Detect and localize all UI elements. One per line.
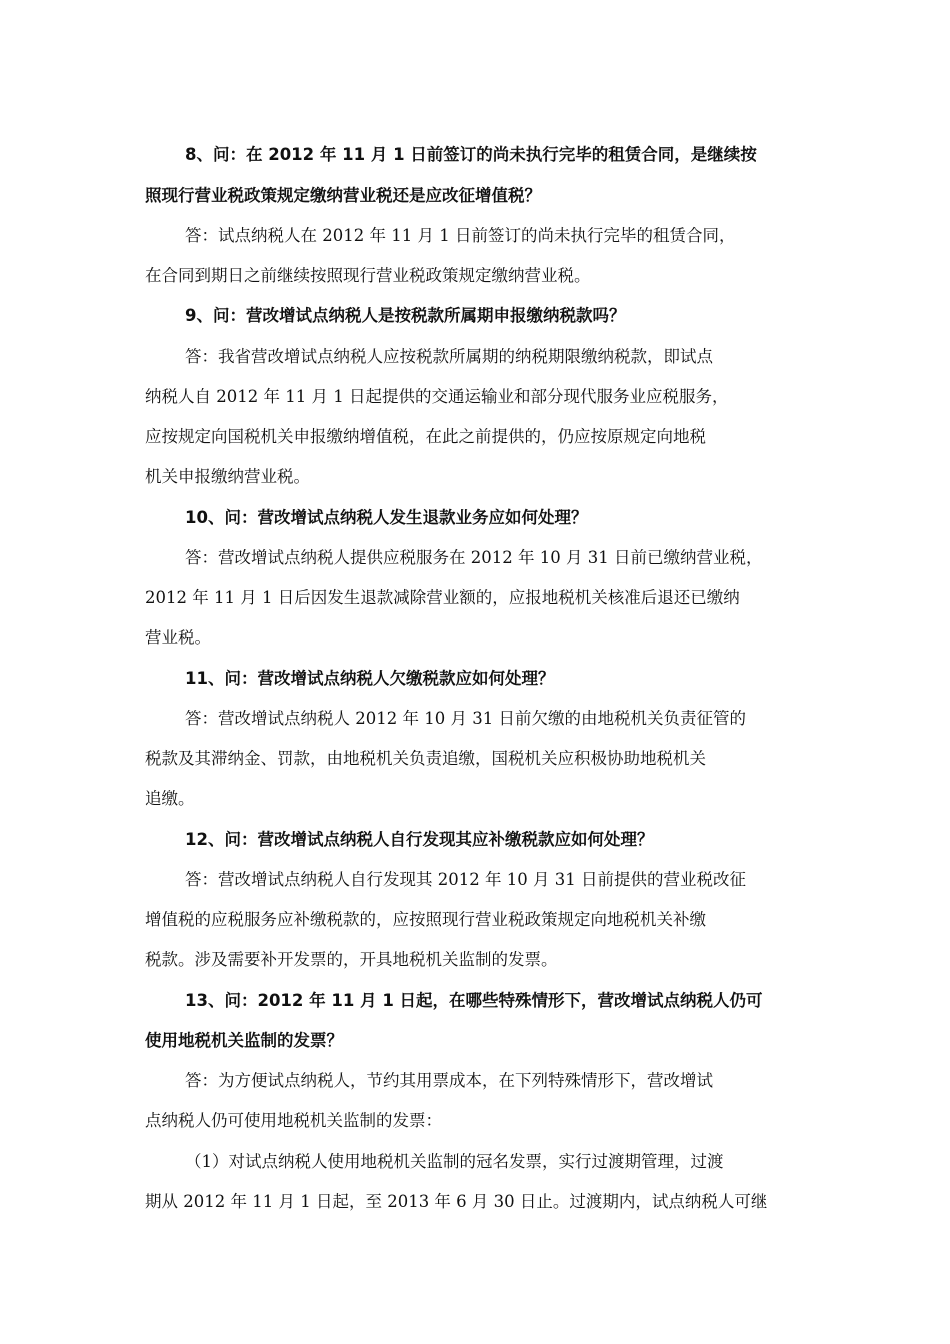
question-8-line-2: 照现行营业税政策规定缴纳营业税还是应改征增值税？ [145, 186, 541, 205]
answer-9-line-2: 纳税人自 2012 年 11 月 1 日起提供的交通运输业和部分现代服务业应税服务， [145, 387, 729, 406]
answer-12-line-2: 增值税的应税服务应补缴税款的，应按照现行营业税政策规定向地税机关补缴 [145, 910, 706, 929]
question-12: 12、问：营改增试点纳税人自行发现其应补缴税款应如何处理？ [185, 830, 654, 849]
answer-9-line-4: 机关申报缴纳营业税。 [145, 467, 310, 486]
answer-13-item-1-line-2: 期从 2012 年 11 月 1 日起，至 2013 年 6 月 30 日止。过渡期内，试点纳税人可继 [145, 1192, 768, 1211]
answer-10-line-2: 2012 年 11 月 1 日后因发生退款减除营业额的，应报地税机关核准后退还已缴纳 [145, 588, 740, 607]
answer-11-line-2: 税款及其滞纳金、罚款，由地税机关负责追缴，国税机关应积极协助地税机关 [145, 749, 706, 768]
question-9: 9、问：营改增试点纳税人是按税款所属期申报缴纳税款吗？ [185, 306, 626, 325]
answer-11-line-1: 答：营改增试点纳税人 2012 年 10 月 31 日前欠缴的由地税机关负责征管的 [185, 709, 746, 728]
answer-9-line-1: 答：我省营改增试点纳税人应按税款所属期的纳税期限缴纳税款，即试点 [185, 347, 713, 366]
question-13-line-2: 使用地税机关监制的发票？ [145, 1031, 343, 1050]
answer-8-line-2: 在合同到期日之前继续按照现行营业税政策规定缴纳营业税。 [145, 266, 591, 285]
answer-9-line-3: 应按规定向国税机关申报缴纳增值税，在此之前提供的，仍应按原规定向地税 [145, 427, 706, 446]
answer-12-line-1: 答：营改增试点纳税人自行发现其 2012 年 10 月 31 日前提供的营业税改征 [185, 870, 746, 889]
answer-11-line-3: 追缴。 [145, 789, 195, 808]
answer-10-line-1: 答：营改增试点纳税人提供应税服务在 2012 年 10 月 31 日前已缴纳营业税， [185, 548, 763, 567]
answer-13-line-1: 答：为方便试点纳税人，节约其用票成本，在下列特殊情形下，营改增试 [185, 1071, 713, 1090]
question-13-line-1: 13、问：2012 年 11 月 1 日起，在哪些特殊情形下，营改增试点纳税人仍可 [185, 991, 763, 1010]
answer-13-line-2: 点纳税人仍可使用地税机关监制的发票： [145, 1111, 442, 1130]
answer-10-line-3: 营业税。 [145, 628, 211, 647]
question-8-line-1: 8、问：在 2012 年 11 月 1 日前签订的尚未执行完毕的租赁合同，是继续按 [185, 145, 757, 164]
question-11: 11、问：营改增试点纳税人欠缴税款应如何处理？ [185, 669, 555, 688]
answer-12-line-3: 税款。涉及需要补开发票的，开具地税机关监制的发票。 [145, 950, 558, 969]
answer-8-line-1: 答：试点纳税人在 2012 年 11 月 1 日前签订的尚未执行完毕的租赁合同， [185, 226, 736, 245]
question-10: 10、问：营改增试点纳税人发生退款业务应如何处理？ [185, 508, 588, 527]
answer-13-item-1-line-1: （1）对试点纳税人使用地税机关监制的冠名发票，实行过渡期管理，过渡 [185, 1152, 724, 1171]
